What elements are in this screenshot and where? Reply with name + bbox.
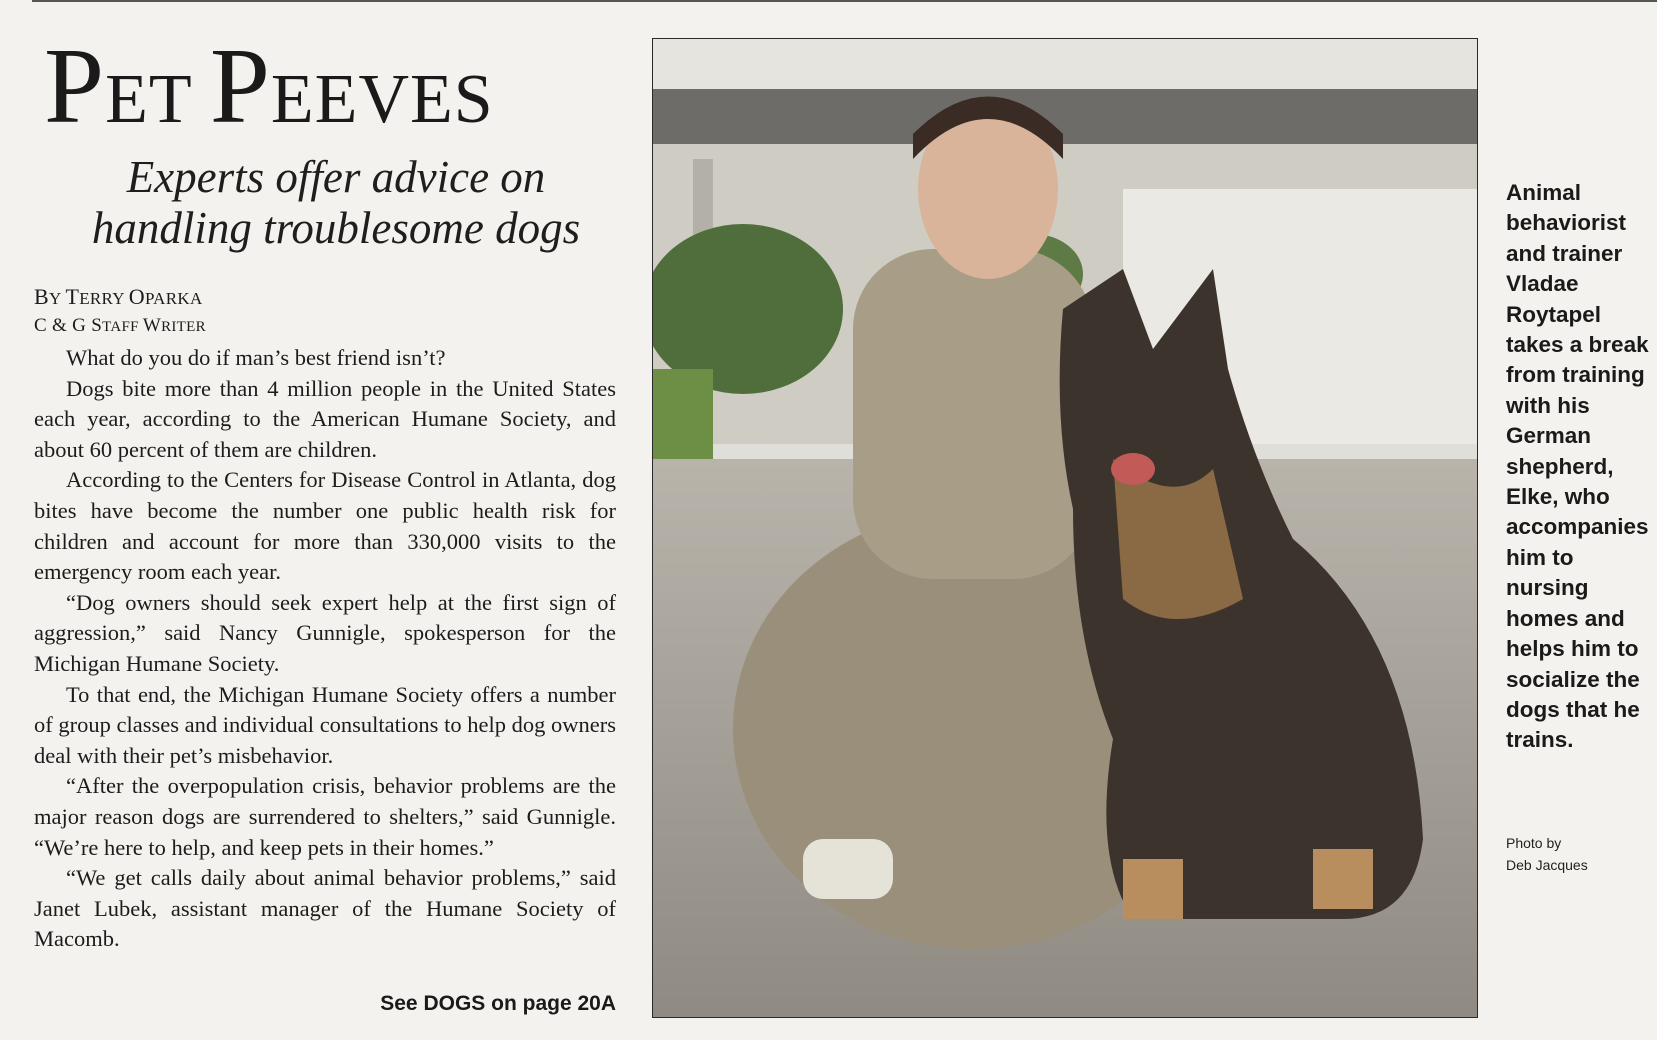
byline-prefix-initial: B (34, 284, 49, 309)
person-torso (853, 249, 1093, 579)
headline-word-2: EEVES (270, 61, 494, 138)
byline-first-initial: T (65, 284, 80, 309)
paragraph: “Dog owners should seek expert help at the first sign of aggression,” said Nancy Gunnigle, spokesperson for the Michigan Humane Society. (34, 589, 616, 676)
role-initial-2: W (142, 315, 162, 336)
person-shoe (803, 839, 893, 899)
paragraph: What do you do if man’s best friend isn’t? (66, 345, 446, 370)
article-body (34, 343, 616, 955)
paragraph: “After the overpopulation crisis, behavior problems are the major reason dogs are surrendered to shelters,” said Gunnigle. “We’re here to help, and keep pets in their homes.” (34, 773, 616, 860)
photo-credit (1506, 832, 1656, 876)
headline-word-1: ET (105, 61, 210, 138)
jump-line (380, 992, 616, 1016)
role-rest: TAFF (102, 319, 143, 335)
role-prefix: C & G (34, 315, 92, 336)
byline-first-rest: ERRY (79, 289, 129, 308)
author-role (34, 315, 206, 337)
roof (653, 89, 1478, 149)
paragraph: Dogs bite more than 4 million people in the United States each year, according to the American Humane Society, and about 60 percent of them are children. (34, 375, 616, 462)
paragraph: “We get calls daily about animal behavior problems,” said Janet Lubek, assistant manager of the Humane Society of Macomb. (34, 865, 616, 952)
credit-line-2: Deb Jacques (1506, 857, 1588, 873)
jump-suffix: on page 20A (485, 992, 616, 1015)
byline-last-rest: PARKA (144, 289, 203, 308)
dog-paw-2 (1313, 849, 1373, 909)
headline (44, 22, 644, 152)
lawn (653, 369, 713, 469)
byline-prefix-rest: Y (48, 289, 66, 308)
paragraph: According to the Centers for Disease Control in Atlanta, dog bites have become the number one public health risk for children and account for more than 330,000 visits to the emergency room each year. (34, 467, 616, 585)
photo-illustration (653, 39, 1478, 1018)
dog-paw (1123, 859, 1183, 919)
paragraph: To that end, the Michigan Humane Society offers a number of group classes and individual consultations to help dog owners deal with their pet’s misbehavior. (34, 681, 616, 768)
role-rest-2: RITER (161, 319, 206, 335)
jump-keyword: DOGS (423, 992, 486, 1015)
jump-prefix: See (380, 992, 424, 1015)
deck (34, 152, 638, 254)
deck-line-2: handling troublesome dogs (91, 203, 581, 253)
deck-line-1: Experts offer advice on (126, 152, 546, 202)
role-initial: S (91, 315, 103, 336)
top-rule (32, 0, 1657, 2)
byline-last-initial: O (128, 284, 145, 309)
headline-initial-2: P (209, 27, 271, 146)
credit-line-1: Photo by (1506, 835, 1562, 851)
article-photo (652, 38, 1478, 1018)
byline (34, 284, 203, 310)
photo-caption: Animal behaviorist and trainer Vladae Roytapel takes a break from training with his German shepherd, Elke, who accompanies him to nursing homes and helps him to socialize the dogs that he trains. (1506, 180, 1649, 753)
headline-initial: P (44, 27, 106, 146)
dog-tongue (1111, 453, 1155, 485)
